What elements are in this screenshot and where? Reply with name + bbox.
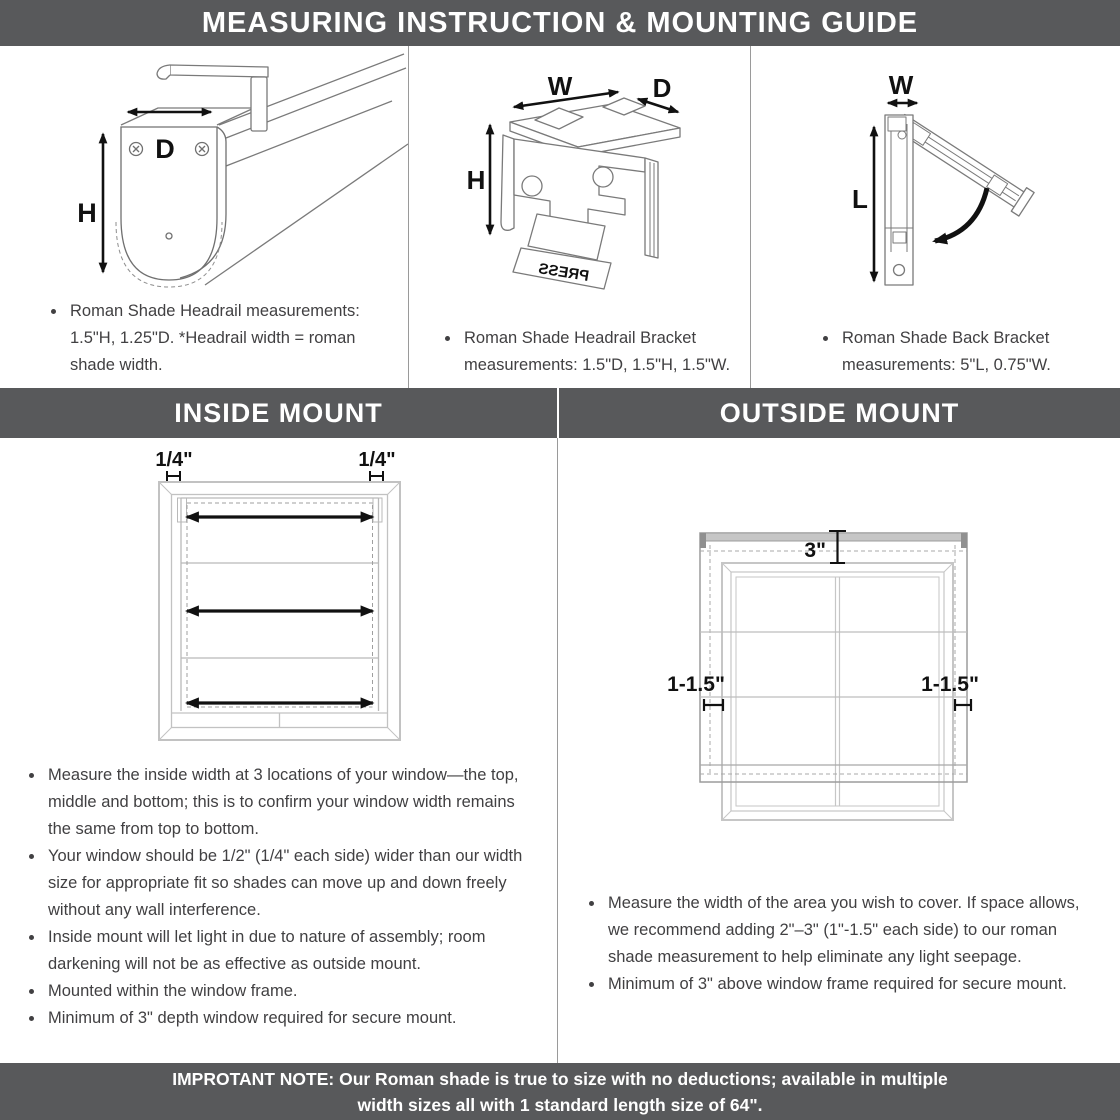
important-note-bar (0, 1063, 1120, 1120)
page-title-bar (0, 0, 1120, 46)
outside-mount-diagram (600, 525, 1060, 835)
length-label: L (852, 184, 868, 214)
inside-bullet-5: • Minimum of 3" depth window required for secure mount. (45, 1005, 530, 1032)
depth-label: D (155, 134, 175, 164)
headrail-diagram (0, 46, 408, 296)
headrail-bracket-note (444, 325, 739, 379)
width-label: W (888, 70, 914, 100)
inside-bullet-3: • Inside mount will let light in due to nature of assembly; room darkening will not be as effective as outside mount. (45, 924, 530, 978)
width-label: W (547, 71, 573, 101)
headrail-note-text: • Roman Shade Headrail measurements: 1.5"H, 1.25"D. *Headrail width = roman shade width. (67, 298, 368, 379)
height-label: H (77, 198, 97, 228)
inside-mount-notes (28, 762, 530, 1032)
shade-fold-lines (700, 632, 967, 765)
side-right-label: 1-1.5" (921, 673, 979, 696)
bracket-body (501, 98, 680, 289)
outside-mount-header (559, 388, 1120, 438)
inside-bullet-4: • Mounted within the window frame. (45, 978, 530, 1005)
press-label: PRESS (537, 260, 591, 285)
outside-mount-notes (588, 890, 1100, 998)
inside-mount-title: INSIDE MOUNT (174, 397, 383, 428)
shade-overlay (700, 533, 967, 782)
headrail-bracket-note-text: • Roman Shade Headrail Bracket measurements: 1.5"D, 1.5"H, 1.5"W. (461, 325, 739, 379)
shade-outline (178, 498, 383, 711)
headrail-note (50, 298, 368, 379)
inside-bullet-1: • Measure the inside width at 3 locations of your window—the top, middle and bottom; this is to confirm your window width remains the same from top to bottom. (45, 762, 530, 843)
side-left-label: 1-1.5" (667, 673, 725, 696)
depth-label: D (652, 73, 672, 103)
inside-mount-header (0, 388, 557, 438)
outside-mount-title: OUTSIDE MOUNT (719, 397, 960, 428)
outside-bullet-1: • Measure the width of the area you wish to cover. If space allows, we recommend adding 2"–3" (1"-1.5" each side) to our roman shade measurement to help eliminate any light seepage. (605, 890, 1100, 971)
back-bracket-note-text: • Roman Shade Back Bracket measurements: 5"L, 0.75"W. (839, 325, 1080, 379)
back-bracket-body (885, 110, 1034, 285)
gap-left-label: 1/4" (155, 449, 193, 471)
side-measure-marks (704, 699, 971, 711)
inside-mount-bullet-list (28, 762, 530, 1032)
back-bracket-diagram (751, 46, 1120, 296)
shade-stitch-lines (187, 503, 373, 707)
back-bracket-note (822, 325, 1080, 379)
column-divider (557, 438, 558, 1063)
inside-mount-diagram (140, 445, 420, 765)
inside-bullet-2: • Your window should be 1/2" (1/4" each side) wider than our width size for appropriate fit so shades can move up and down freely without any wall interference. (45, 843, 530, 924)
headrail-bracket-diagram (409, 46, 750, 296)
page-title: MEASURING INSTRUCTION & MOUNTING GUIDE (201, 6, 919, 39)
top-gap-label: 3" (804, 539, 826, 562)
shade-stitch-lines (700, 545, 967, 775)
gap-measure-marks (167, 471, 383, 481)
rotation-arrow (935, 188, 987, 241)
height-label: H (466, 165, 486, 195)
outside-mount-bullet-list (588, 890, 1100, 998)
important-note-text: IMPROTANT NOTE: Our Roman shade is true to size with no deductions; available in multiple width sizes all with 1 standard length size of 64". (172, 1068, 948, 1115)
section-header-row (0, 388, 1120, 438)
gap-right-label: 1/4" (358, 449, 396, 471)
outside-bullet-2: • Minimum of 3" above window frame required for secure mount. (605, 971, 1100, 998)
